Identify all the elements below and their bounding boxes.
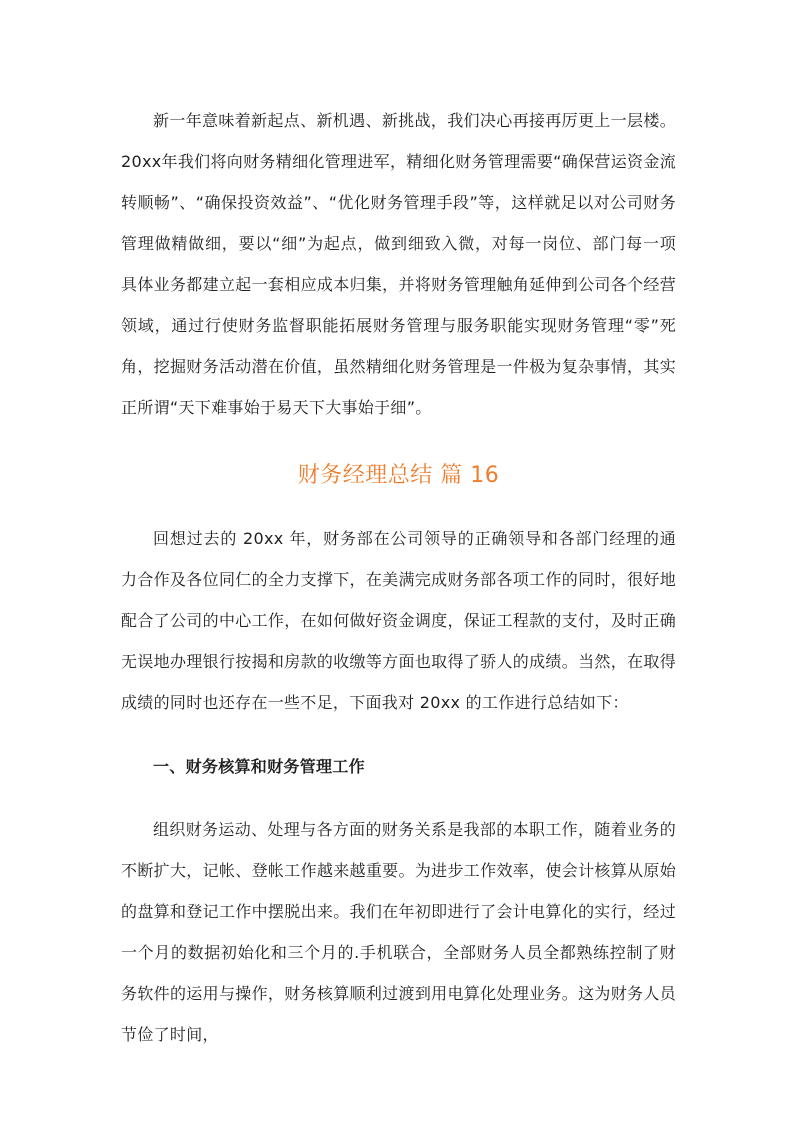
section-title: 财务经理总结 篇 16 <box>297 463 500 488</box>
summary-paragraph: 回想过去的 20xx 年，财务部在公司领导的正确领导和各部门经理的通力合作及各位同仁的全力支撑下，在美满完成财务部各项工作的同时，很好地配合了公司的中心工作，在如何做好资金调度，保证工程款的支付，及时正确无误地办理银行按揭和房款的收缴等方面也取得了骄人的成绩。当然，在取得成绩的同时也还存在一些不足，下面我对 20xx 的工作进行总结如下： <box>121 529 676 712</box>
intro-paragraph: 新一年意味着新起点、新机遇、新挑战，我们决心再接再厉更上一层楼。20xx年我们将向财务精细化管理进军，精细化财务管理需要“确保营运资金流转顺畅”、“确保投资效益”、“优化财务管理手段”等，这样就足以对公司财务管理做精做细，要以“细”为起点，做到细致入微，对每一岗位、部门每一项具体业务都建立起一套相应成本归集，并将财务管理触角延伸到公司各个经营领域，通过行使财务监督职能拓展财务管理与服务职能实现财务管理“零”死角，挖掘财务活动潜在价值，虽然精细化财务管理是一件极为复杂事情，其实正所谓“天下难事始于易天下大事始于细”。 <box>121 111 676 417</box>
subheading-financial-accounting: 一、财务核算和财务管理工作 <box>153 757 365 776</box>
accounting-paragraph: 组织财务运动、处理与各方面的财务关系是我部的本职工作，随着业务的不断扩大，记帐、登帐工作越来越重要。为进步工作效率，使会计核算从原始的盘算和登记工作中摆脱出来。我们在年初即进行了会计电算化的实行，经过一个月的数据初始化和三个月的.手机联合，全部财务人员全都熟练控制了财务软件的运用与操作，财务核算顺利过渡到用电算化处理业务。这为财务人员节俭了时间， <box>121 820 676 1044</box>
